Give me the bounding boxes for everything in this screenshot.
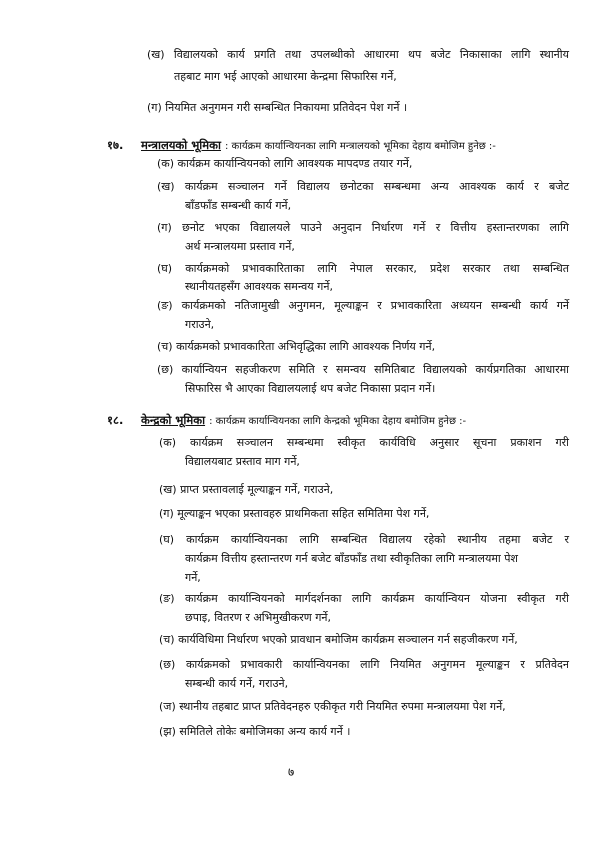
list-item: [157, 262, 569, 276]
list-item: [157, 363, 569, 377]
list-item: [157, 299, 569, 313]
list-item: [159, 533, 569, 547]
item-text: नियमित अनुगमन गरी सम्बन्धित निकायमा प्रतिवेदन पेश गर्ने ।: [165, 101, 408, 114]
item-label: (क): [157, 157, 175, 170]
section-number: १७.: [107, 138, 124, 152]
item-label: (छ): [157, 363, 174, 376]
list-item: [147, 101, 407, 115]
list-item: [157, 157, 412, 171]
item-label: (ख): [159, 483, 177, 496]
item-text: कार्यक्रम सञ्चालन सम्बन्धमा स्वीकृत कार्यविधि अनुसार सूचना प्रकाशन गरी: [190, 436, 569, 449]
item-label: (क): [159, 436, 177, 449]
item-text: कार्यक्रम कार्यान्वियनका लागि सम्बन्धित विद्यालय रहेको स्थानीय तहमा बजेट र: [186, 533, 569, 546]
page-number: ७: [288, 765, 295, 779]
section-title: केन्द्रको भूमिका: [141, 413, 206, 427]
list-item: [147, 48, 569, 62]
list-item: [159, 658, 569, 672]
list-item: [159, 633, 518, 647]
item-text: कार्यक्रम कार्यान्वियनको मार्गदर्शनका लागि कार्यक्रम कार्यान्वियन योजना स्वीकृत गरी: [185, 592, 569, 605]
list-item: [157, 180, 569, 194]
item-text: मूल्याङ्कन भएका प्रस्तावहरु प्राथमिकता सहित समितिमा पेश गर्ने,: [177, 507, 430, 520]
item-text: कार्यक्रमको प्रभावकारिताका लागि नेपाल सरकार, प्रदेश सरकार तथा सम्बन्धित: [185, 262, 569, 275]
item-text: कार्यक्रमको प्रभावकारिता अभिवृद्धिका लागि आवश्यक निर्णय गर्ने,: [176, 340, 436, 353]
item-label: (च): [157, 340, 173, 353]
item-text: समितिले तोकेः बमोजिमका अन्य कार्य गर्ने ।: [179, 725, 351, 738]
list-item-continuation: अर्थ मन्त्रालयमा प्रस्ताव गर्ने,: [185, 240, 295, 253]
list-item-continuation: कार्यक्रम वित्तीय हस्तान्तरण गर्न बजेट बाँडफाँड तथा स्वीकृतिका लागि मन्त्रालयमा पेश: [185, 552, 518, 565]
item-label: (झ): [159, 725, 176, 738]
item-text: कार्यक्रम सञ्चालन गर्ने विद्यालय छनोटका सम्बन्धमा अन्य आवश्यक कार्य र बजेट: [184, 180, 570, 193]
item-label: (छ): [159, 658, 176, 671]
section-heading: [107, 413, 466, 429]
section-title: मन्त्रालयको भूमिका: [141, 138, 221, 152]
item-text: कार्यक्रम कार्यान्वियनको लागि आवश्यक मापदण्ड तयार गर्ने,: [177, 157, 413, 170]
list-item-continuation: गराउने,: [185, 318, 215, 331]
section-heading: [107, 138, 496, 154]
list-item-continuation: गर्ने,: [185, 571, 201, 584]
list-item: [157, 221, 569, 235]
list-item-continuation: सिफारिस भै आएका विद्यालयलाई थप बजेट निकासा प्रदान गर्ने।: [185, 382, 436, 395]
section-intro: : कार्यक्रम कार्यान्वियनका लागि केन्द्रको भूमिका देहाय बमोजिम हुनेछ :-: [209, 416, 467, 427]
list-item: [159, 592, 569, 606]
item-text: कार्यान्वियन सहजीकरण समिति र समन्वय समितिबाट विद्यालयको कार्यप्रगतिका आधारमा: [181, 363, 569, 376]
list-item: [159, 507, 429, 521]
list-item-continuation: विद्यालयबाट प्रस्ताव माग गर्ने,: [185, 455, 300, 468]
list-item: [159, 436, 569, 450]
item-label: (ङ): [157, 299, 173, 312]
list-item-continuation: बाँडफाँड सम्बन्धी कार्य गर्ने,: [185, 199, 292, 212]
item-label: (घ): [157, 262, 173, 275]
item-label: (ग): [157, 221, 172, 234]
item-text: प्राप्त प्रस्तावलाई मूल्याङ्कन गर्ने, गराउने,: [180, 483, 334, 496]
section-number: १८.: [107, 413, 124, 427]
item-text: छनोट भएका विद्यालयले पाउने अनुदान निर्धारण गर्ने र वित्तीय हस्तान्तरणका लागि: [182, 221, 570, 234]
item-label: (ग): [159, 507, 174, 520]
list-item-continuation: तहबाट माग भई आएको आधारमा केन्द्रमा सिफारिस गर्ने,: [174, 70, 397, 83]
item-label: (ग): [147, 101, 162, 114]
list-item: [159, 700, 506, 714]
list-item-continuation: छपाइ, वितरण र अभिमुखीकरण गर्ने,: [185, 611, 331, 624]
item-label: (घ): [159, 533, 175, 546]
list-item: [159, 725, 350, 739]
item-label: (ङ): [159, 592, 175, 605]
item-text: विद्यालयको कार्य प्रगति तथा उपलब्धीको आधारमा थप बजेट निकासाका लागि स्थानीय: [173, 48, 569, 61]
list-item: [157, 340, 435, 354]
item-label: (ख): [147, 48, 165, 61]
item-text: कार्यविधिमा निर्धारण भएको प्रावधान बमोजिम कार्यक्रम सञ्चालन गर्न सहजीकरण गर्ने,: [178, 633, 518, 646]
item-text: स्थानीय तहबाट प्राप्त प्रतिवेदनहरु एकीकृत गरी नियमित रुपमा मन्त्रालयमा पेश गर्ने,: [179, 700, 506, 713]
item-text: कार्यक्रमको प्रभावकारी कार्यान्वियनका लागि नियमित अनुगमन मूल्याङ्कन र प्रतिवेदन: [185, 658, 570, 671]
item-text: कार्यक्रमको नतिजामुखी अनुगमन, मूल्याङ्कन र प्रभावकारिता अध्ययन सम्बन्धी कार्य गर्ने: [181, 299, 569, 312]
item-label: (ज): [159, 700, 176, 713]
list-item: [159, 483, 333, 497]
list-item-continuation: सम्बन्धी कार्य गर्ने, गराउने,: [185, 677, 289, 690]
list-item-continuation: स्थानीयतहसँग आवश्यक समन्वय गर्ने,: [185, 280, 333, 293]
item-label: (च): [159, 633, 175, 646]
item-label: (ख): [157, 180, 175, 193]
section-intro: : कार्यक्रम कार्यान्वियनका लागि मन्त्रालयको भूमिका देहाय बमोजिम हुनेछ :-: [225, 141, 496, 152]
